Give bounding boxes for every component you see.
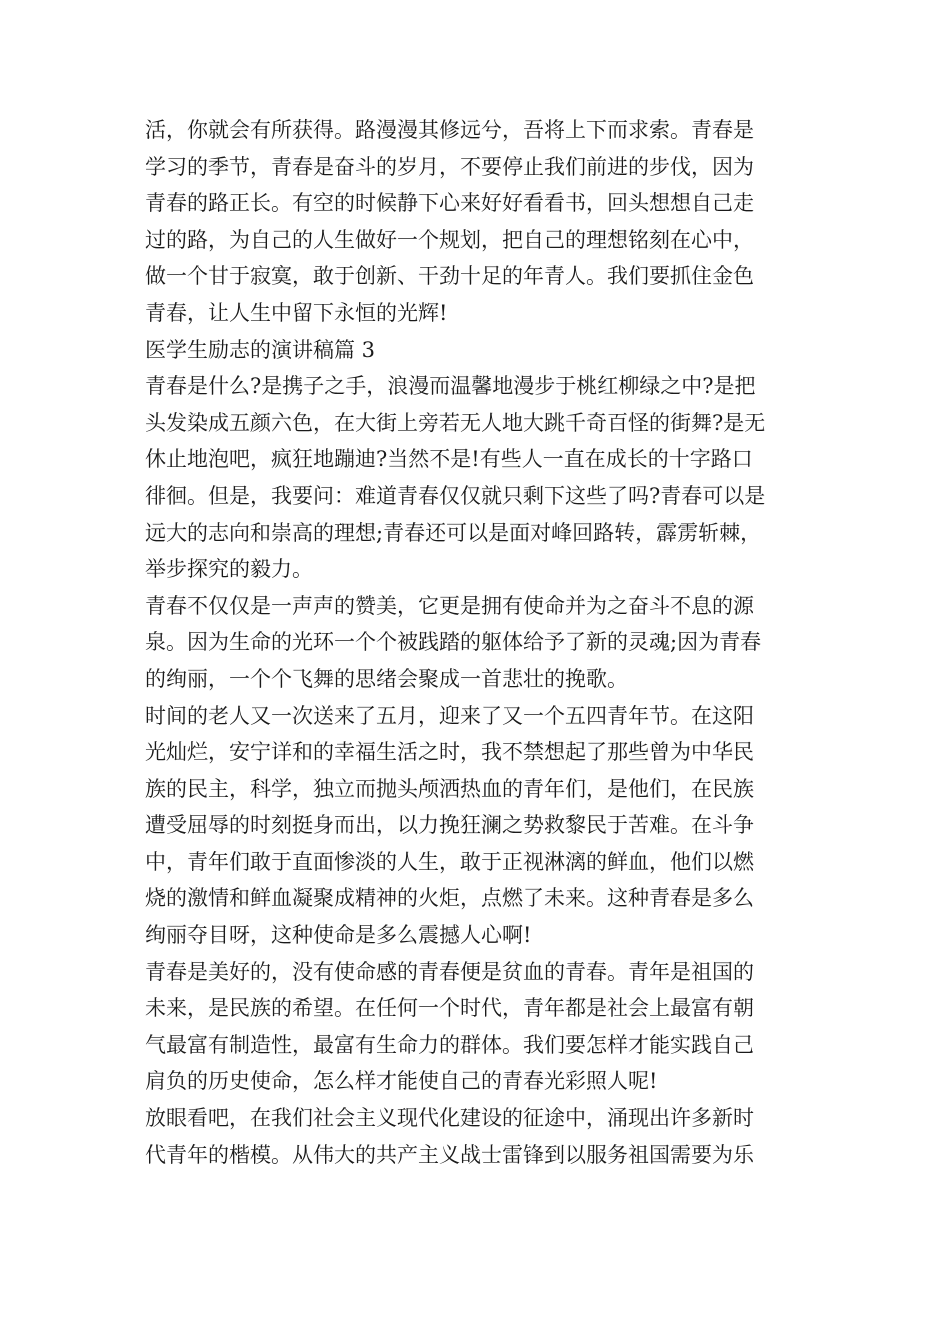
text-line: 的绚丽，一个个飞舞的思绪会聚成一首悲壮的挽歌。 — [145, 666, 628, 691]
text-line: 青春，让人生中留下永恒的光辉! — [145, 300, 448, 325]
text-line: 中，青年们敢于直面惨淡的人生，敢于正视淋漓的鲜血，他们以燃 — [145, 849, 754, 874]
text-line: 光灿烂，安宁详和的幸福生活之时，我不禁想起了那些曾为中华民 — [145, 740, 754, 765]
text-line: 青春的路正长。有空的时候静下心来好好看看书，回头想想自己走 — [145, 191, 754, 216]
text-line: 举步探究的毅力。 — [145, 557, 313, 582]
text-line: 徘徊。但是，我要问：难道青春仅仅就只剩下这些了吗?青春可以是 — [145, 483, 766, 508]
text-line: 青春是美好的，没有使命感的青春便是贫血的青春。青年是祖国的 — [145, 959, 754, 984]
text-line: 青春不仅仅是一声声的赞美，它更是拥有使命并为之奋斗不息的源 — [145, 593, 754, 618]
section-heading: 医学生励志的演讲稿篇 3 — [145, 337, 376, 362]
text-line: 代青年的楷模。从伟大的共产主义战士雷锋到以服务祖国需要为乐 — [145, 1142, 754, 1167]
text-line: 气最富有制造性，最富有生命力的群体。我们要怎样才能实践自己 — [145, 1032, 754, 1057]
text-line: 绚丽夺目呀，这种使命是多么震撼人心啊! — [145, 923, 532, 948]
document-body — [145, 112, 810, 1173]
text-line: 遭受屈辱的时刻挺身而出，以力挽狂澜之势救黎民于苦难。在斗争 — [145, 813, 754, 838]
text-line: 远大的志向和崇高的理想;青春还可以是面对峰回路转，霹雳斩棘， — [145, 520, 762, 545]
text-line: 放眼看吧，在我们社会主义现代化建设的征途中，涌现出许多新时 — [145, 1106, 754, 1131]
text-line: 族的民主，科学，独立而抛头颅洒热血的青年们，是他们，在民族 — [145, 776, 754, 801]
text-line: 肩负的历史使命，怎么样才能使自己的青春光彩照人呢! — [145, 1069, 658, 1094]
text-line: 休止地泡吧，疯狂地蹦迪?当然不是!有些人一直在成长的十字路口 — [145, 447, 753, 472]
text-line: 过的路，为自己的人生做好一个规划，把自己的理想铭刻在心中， — [145, 227, 754, 252]
text-line: 活，你就会有所获得。路漫漫其修远兮，吾将上下而求索。青春是 — [145, 118, 754, 142]
text-line: 烧的激情和鲜血凝聚成精神的火炬，点燃了未来。这种青春是多么 — [145, 886, 754, 911]
text-line: 未来，是民族的希望。在任何一个时代，青年都是社会上最富有朝 — [145, 996, 754, 1021]
text-line: 青春是什么?是携子之手，浪漫而温馨地漫步于桃红柳绿之中?是把 — [145, 374, 756, 399]
text-line: 头发染成五颜六色，在大街上旁若无人地大跳千奇百怪的街舞?是无 — [145, 410, 766, 435]
text-line: 时间的老人又一次送来了五月，迎来了又一个五四青年节。在这阳 — [145, 703, 754, 728]
text-line: 学习的季节，青春是奋斗的岁月，不要停止我们前进的步伐，因为 — [145, 154, 754, 179]
text-line: 做一个甘于寂寞，敢于创新、干劲十足的年青人。我们要抓住金色 — [145, 264, 754, 289]
text-line: 泉。因为生命的光环一个个被践踏的躯体给予了新的灵魂;因为青春 — [145, 630, 762, 655]
